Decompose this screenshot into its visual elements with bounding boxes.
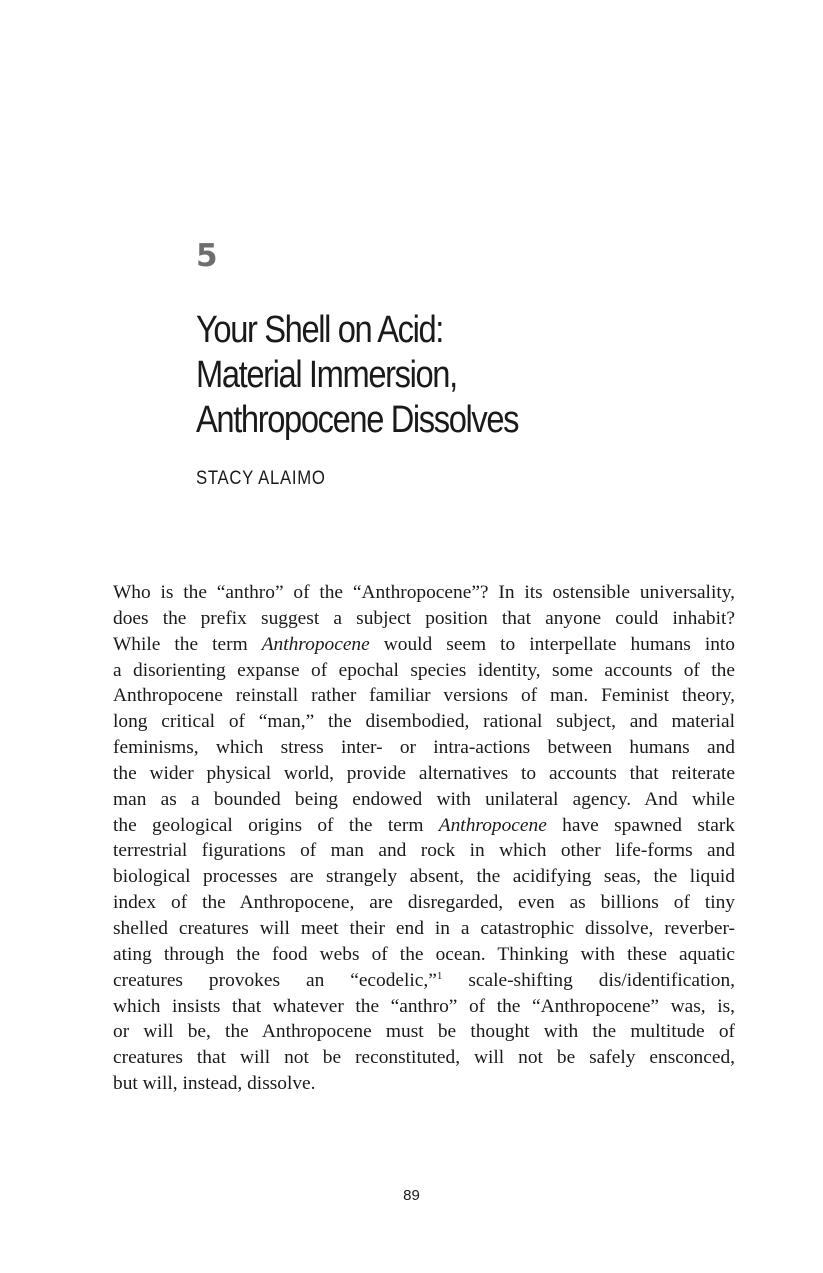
chapter-title-line: Material Immersion, (196, 354, 457, 396)
paragraph-line (113, 580, 735, 606)
text-segment: would seem to interpellate humans into (369, 633, 735, 655)
text-segment: creatures provokes an “ecodelic,” (113, 969, 437, 991)
italic-term: Anthropocene (438, 814, 547, 836)
paragraph-line (113, 916, 735, 942)
chapter-title-line: Your Shell on Acid: (196, 309, 443, 351)
italic-term: Anthropocene (261, 633, 370, 655)
text-segment: terrestrial figurations of man and rock in which other life-forms and (113, 840, 735, 862)
paragraph-line (113, 890, 735, 916)
text-segment: does the prefix suggest a subject position that anyone could inhabit? (113, 607, 735, 629)
paragraph-line (113, 761, 735, 787)
text-segment: scale-shifting dis/identification, (442, 969, 735, 991)
footnote-ref: 1 (436, 969, 443, 982)
chapter-author: STACY ALAIMO (196, 468, 326, 489)
paragraph-line (113, 864, 735, 890)
body-paragraph (113, 580, 735, 1097)
paragraph-line (113, 1019, 735, 1045)
paragraph-line (113, 683, 735, 709)
paragraph-line (113, 606, 735, 632)
text-segment: or will be, the Anthropocene must be thought with the multitude of (113, 1021, 735, 1043)
paragraph-line (113, 632, 735, 658)
text-segment: the wider physical world, provide alternatives to accounts that reiterate (113, 762, 735, 784)
text-segment: feminisms, which stress inter- or intra-actions between humans and (113, 737, 735, 759)
text-segment: the geological origins of the term (113, 814, 439, 836)
text-segment: which insists that whatever the “anthro” of the “Anthropocene” was, is, (113, 995, 735, 1017)
paragraph-line (113, 1045, 735, 1071)
paragraph-line (113, 735, 735, 761)
paragraph-line (113, 968, 735, 994)
text-segment: long critical of “man,” the disembodied, rational subject, and material (113, 711, 735, 733)
text-segment: index of the Anthropocene, are disregarded, even as billions of tiny (113, 892, 735, 914)
text-segment: While the term (113, 633, 262, 655)
text-segment: Who is the “anthro” of the “Anthropocene”? In its ostensible universality, (113, 582, 735, 603)
paragraph-line (113, 709, 735, 735)
page-number: 89 (403, 1187, 420, 1204)
text-segment: creatures that will not be reconstituted, will not be safely ensconced, (113, 1047, 735, 1069)
paragraph-line (113, 942, 735, 968)
paragraph-line (113, 787, 735, 813)
text-segment: man as a bounded being endowed with unilateral agency. And while (113, 788, 735, 810)
text-segment: but will, instead, dissolve. (113, 1073, 316, 1095)
text-segment: ating through the food webs of the ocean. Thinking with these aquatic (113, 943, 735, 965)
paragraph-line (113, 813, 735, 839)
paragraph-line (113, 658, 735, 684)
text-segment: a disorienting expanse of epochal species identity, some accounts of the (113, 659, 735, 681)
text-segment: shelled creatures will meet their end in a catastrophic dissolve, reverber- (113, 917, 735, 939)
chapter-title-line: Anthropocene Dissolves (196, 399, 519, 441)
text-segment: biological processes are strangely absent, the acidifying seas, the liquid (113, 866, 735, 888)
chapter-number: 5 (196, 238, 218, 274)
text-segment: Anthropocene reinstall rather familiar versions of man. Feminist theory, (113, 685, 735, 707)
chapter-title (196, 308, 678, 443)
paragraph-line (113, 994, 735, 1020)
paragraph-line (113, 838, 735, 864)
text-segment: have spawned stark (546, 814, 736, 836)
paragraph-line (113, 1071, 735, 1097)
